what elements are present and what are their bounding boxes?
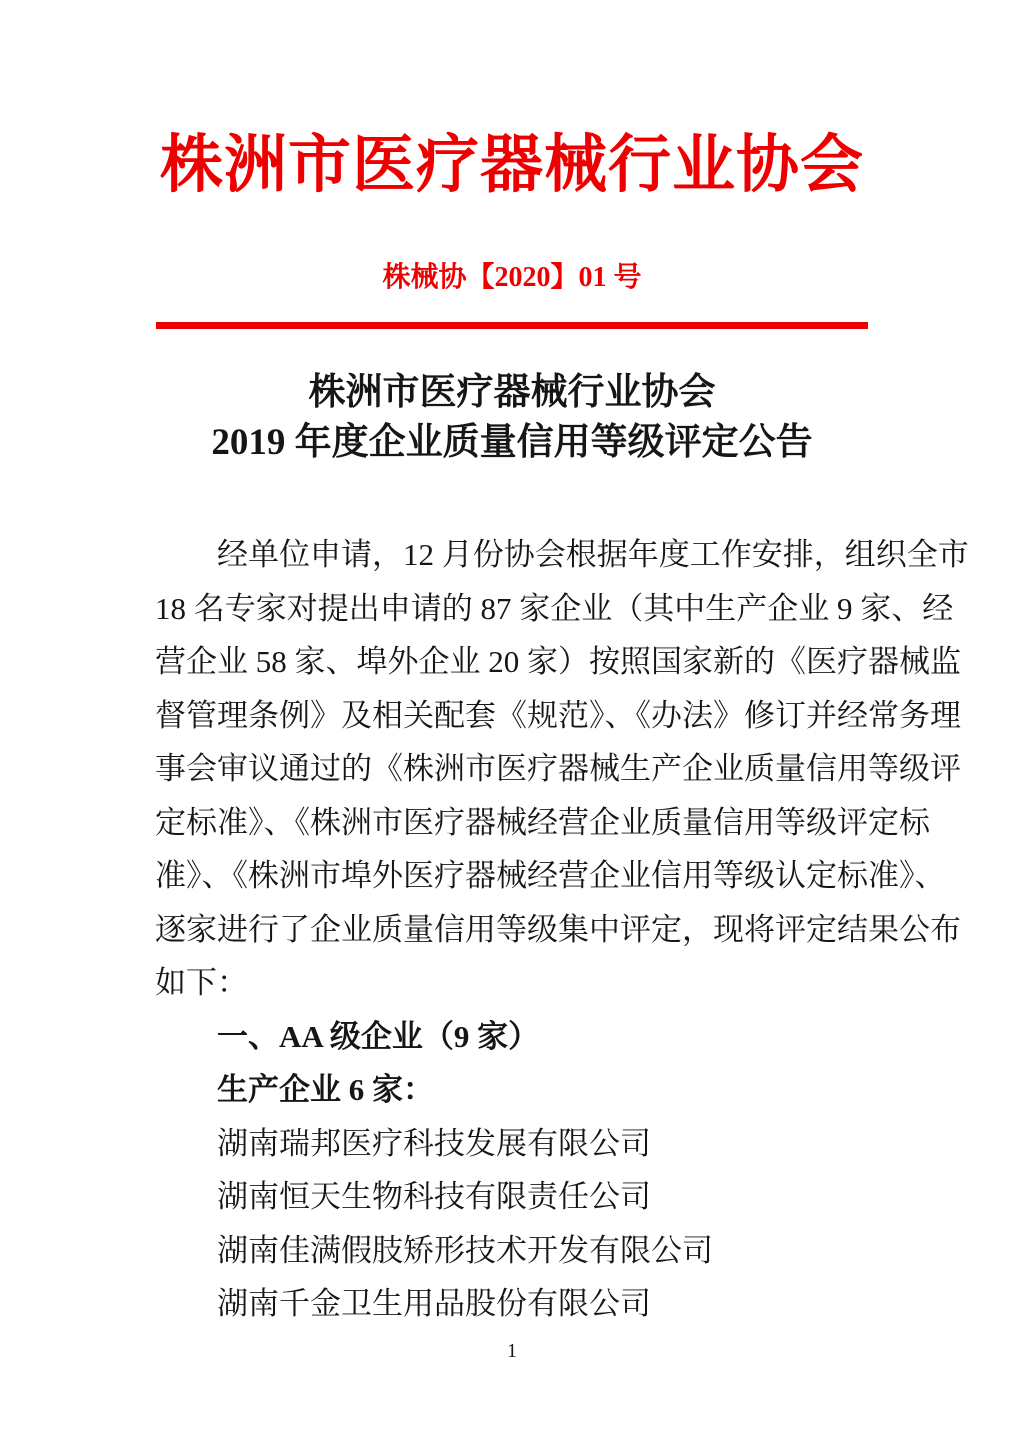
body-line: 营企业 58 家、埠外企业 20 家）按照国家新的《医疗器械监 — [155, 644, 961, 679]
company-list-item: 湖南恒天生物科技有限责任公司 — [217, 1179, 651, 1214]
body-line: 准》、《株洲市埠外医疗器械经营企业信用等级认定标准》、 — [155, 858, 946, 893]
body-line: 逐家进行了企业质量信用等级集中评定，现将评定结果公布 — [155, 911, 961, 947]
company-list-item: 湖南瑞邦医疗科技发展有限公司 — [217, 1125, 651, 1161]
body-line: 经单位申请，12 月份协会根据年度工作安排，组织全市 — [217, 537, 969, 572]
subsection-heading-production-enterprises: 生产企业 6 家： — [217, 1072, 434, 1107]
announcement-title — [0, 368, 1024, 468]
announcement-title-line2: 2019 年度企业质量信用等级评定公告 — [211, 422, 813, 463]
letterhead-divider-rule — [156, 322, 868, 329]
body-line: 定标准》、《株洲市医疗器械经营企业质量信用等级评定标 — [155, 804, 930, 840]
body-line: 事会审议通过的《株洲市医疗器械生产企业质量信用等级评 — [155, 751, 961, 786]
document-body — [155, 528, 969, 1331]
company-list-item: 湖南佳满假肢矫形技术开发有限公司 — [217, 1232, 713, 1268]
body-line: 18 名专家对提出申请的 87 家企业（其中生产企业 9 家、经 — [155, 590, 954, 626]
body-line: 督管理条例》及相关配套《规范》、《办法》修订并经常务理 — [155, 697, 961, 733]
section-heading-aa-enterprises: 一、AA 级企业（9 家） — [217, 1018, 540, 1054]
company-list-item: 湖南千金卫生用品股份有限公司 — [217, 1286, 651, 1321]
document-number: 株械协【2020】01 号 — [382, 262, 642, 293]
announcement-title-line1: 株洲市医疗器械行业协会 — [308, 372, 716, 413]
page-number: 1 — [507, 1340, 517, 1362]
letterhead-org-title: 株洲市医疗器械行业协会 — [160, 130, 864, 200]
body-line: 如下： — [155, 965, 248, 1000]
